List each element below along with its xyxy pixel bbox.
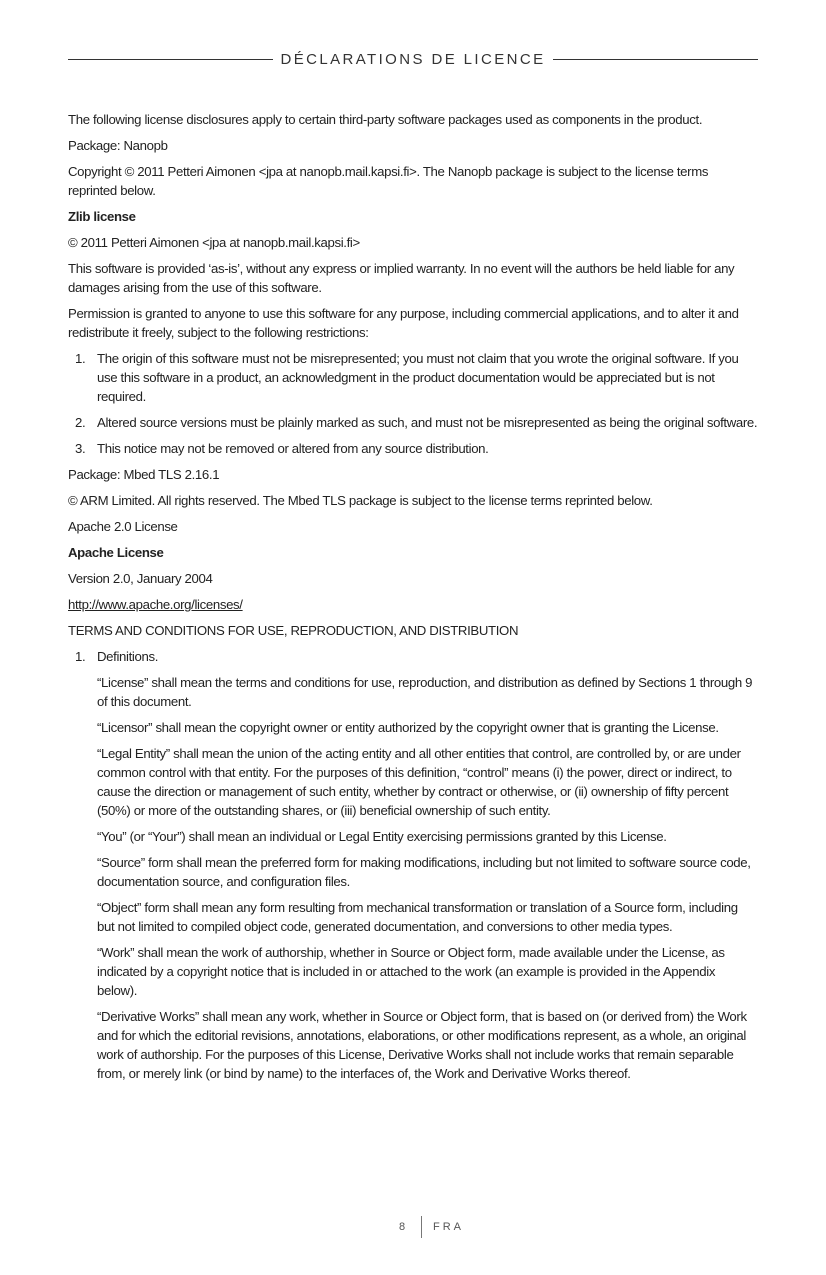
- license-content: [68, 110, 758, 1090]
- zlib-permission-paragraph: Permission is granted to anyone to use this software for any purpose, including commercial applications, and to alter it and redistribute it freely, subject to the following restrictions:: [68, 306, 739, 340]
- definition-legal-entity: “Legal Entity” shall mean the union of the acting entity and all other entities that control, are controlled by, or are under common control with that entity. For the purposes of this definition, “control” means (i) the power, direct or indirect, to cause the direction or management of such entity, whether by contract or otherwise, or (ii) ownership of fifty percent (50%) or more of the outstanding shares, or (iii) beneficial ownership of such entity.: [97, 746, 741, 818]
- page-header: [68, 48, 758, 70]
- zlib-license-heading: Zlib license: [68, 209, 136, 224]
- zlib-warranty-paragraph: This software is provided ‘as-is’, without any express or implied warranty. In no event will the authors be held liable for any damages arising from the use of this software.: [68, 261, 735, 295]
- definition-source: “Source” form shall mean the preferred form for making modifications, including but not limited to software source code, documentation source, and configuration files.: [97, 855, 751, 889]
- list-item-text: Definitions.: [97, 649, 159, 664]
- zlib-copyright: © 2011 Petteri Aimonen <jpa at nanopb.mail.kapsi.fi>: [68, 235, 360, 250]
- apache-license-link[interactable]: http://www.apache.org/licenses/: [68, 597, 243, 612]
- list-item-number: 1.: [75, 351, 86, 366]
- apache-version: Version 2.0, January 2004: [68, 571, 213, 586]
- list-item: [68, 413, 758, 432]
- intro-paragraph: The following license disclosures apply to certain third-party software packages used as components in the product.: [68, 112, 703, 127]
- apache-license-label: Apache 2.0 License: [68, 519, 178, 534]
- list-item-number: 1.: [75, 649, 86, 664]
- list-item-text: This notice may not be removed or altered from any source distribution.: [97, 441, 489, 456]
- header-rule-left: [68, 59, 273, 60]
- zlib-restrictions-list: [68, 349, 758, 458]
- page-footer: [0, 1216, 826, 1238]
- language-code: FRA: [433, 1221, 464, 1233]
- list-item-number: 3.: [75, 441, 86, 456]
- terms-heading: TERMS AND CONDITIONS FOR USE, REPRODUCTION, AND DISTRIBUTION: [68, 623, 519, 638]
- list-item: [68, 349, 758, 406]
- mbed-copyright: © ARM Limited. All rights reserved. The Mbed TLS package is subject to the license terms reprinted below.: [68, 493, 653, 508]
- list-item: [68, 647, 758, 666]
- package-nanopb: Package: Nanopb: [68, 138, 168, 153]
- apache-license-heading: Apache License: [68, 545, 164, 560]
- page-number: 8: [399, 1221, 406, 1233]
- definition-licensor: “Licensor” shall mean the copyright owner or entity authorized by the copyright owner that is granting the License.: [97, 720, 719, 735]
- definition-work: “Work” shall mean the work of authorship, whether in Source or Object form, made available under the License, as indicated by a copyright notice that is included in or attached to the work (an example is provided in the Appendix below).: [97, 945, 725, 998]
- nanopb-copyright: Copyright © 2011 Petteri Aimonen <jpa at nanopb.mail.kapsi.fi>. The Nanopb package is subject to the license terms reprinted below.: [68, 164, 709, 198]
- page-title: DÉCLARATIONS DE LICENCE: [280, 50, 546, 68]
- definition-object: “Object” form shall mean any form resulting from mechanical transformation or translation of a Source form, including but not limited to compiled object code, generated documentation, and conversions to other media types.: [97, 900, 738, 934]
- list-item-number: 2.: [75, 415, 86, 430]
- header-rule-right: [553, 59, 758, 60]
- definition-derivative-works: “Derivative Works” shall mean any work, whether in Source or Object form, that is based on (or derived from) the Work and for which the editorial revisions, annotations, elaborations, or other modifications represent, as a whole, an original work of authorship. For the purposes of this License, Derivative Works shall not include works that remain separable from, or merely link (or bind by name) to the interfaces of, the Work and Derivative Works thereof.: [97, 1009, 747, 1081]
- definition-license: “License” shall mean the terms and conditions for use, reproduction, and distribution as defined by Sections 1 through 9 of this document.: [97, 675, 753, 709]
- footer-divider: [421, 1216, 422, 1238]
- definition-you: “You” (or “Your”) shall mean an individual or Legal Entity exercising permissions granted by this License.: [97, 829, 667, 844]
- list-item: [68, 439, 758, 458]
- list-item-text: The origin of this software must not be misrepresented; you must not claim that you wrote the original software. If you use this software in a product, an acknowledgment in the product documentation would be appreciated but is not required.: [97, 351, 739, 404]
- list-item-text: Altered source versions must be plainly marked as such, and must not be misrepresented as being the original software.: [97, 415, 758, 430]
- terms-list: [68, 647, 758, 666]
- package-mbed-tls: Package: Mbed TLS 2.16.1: [68, 467, 220, 482]
- definitions-block: [68, 673, 758, 1083]
